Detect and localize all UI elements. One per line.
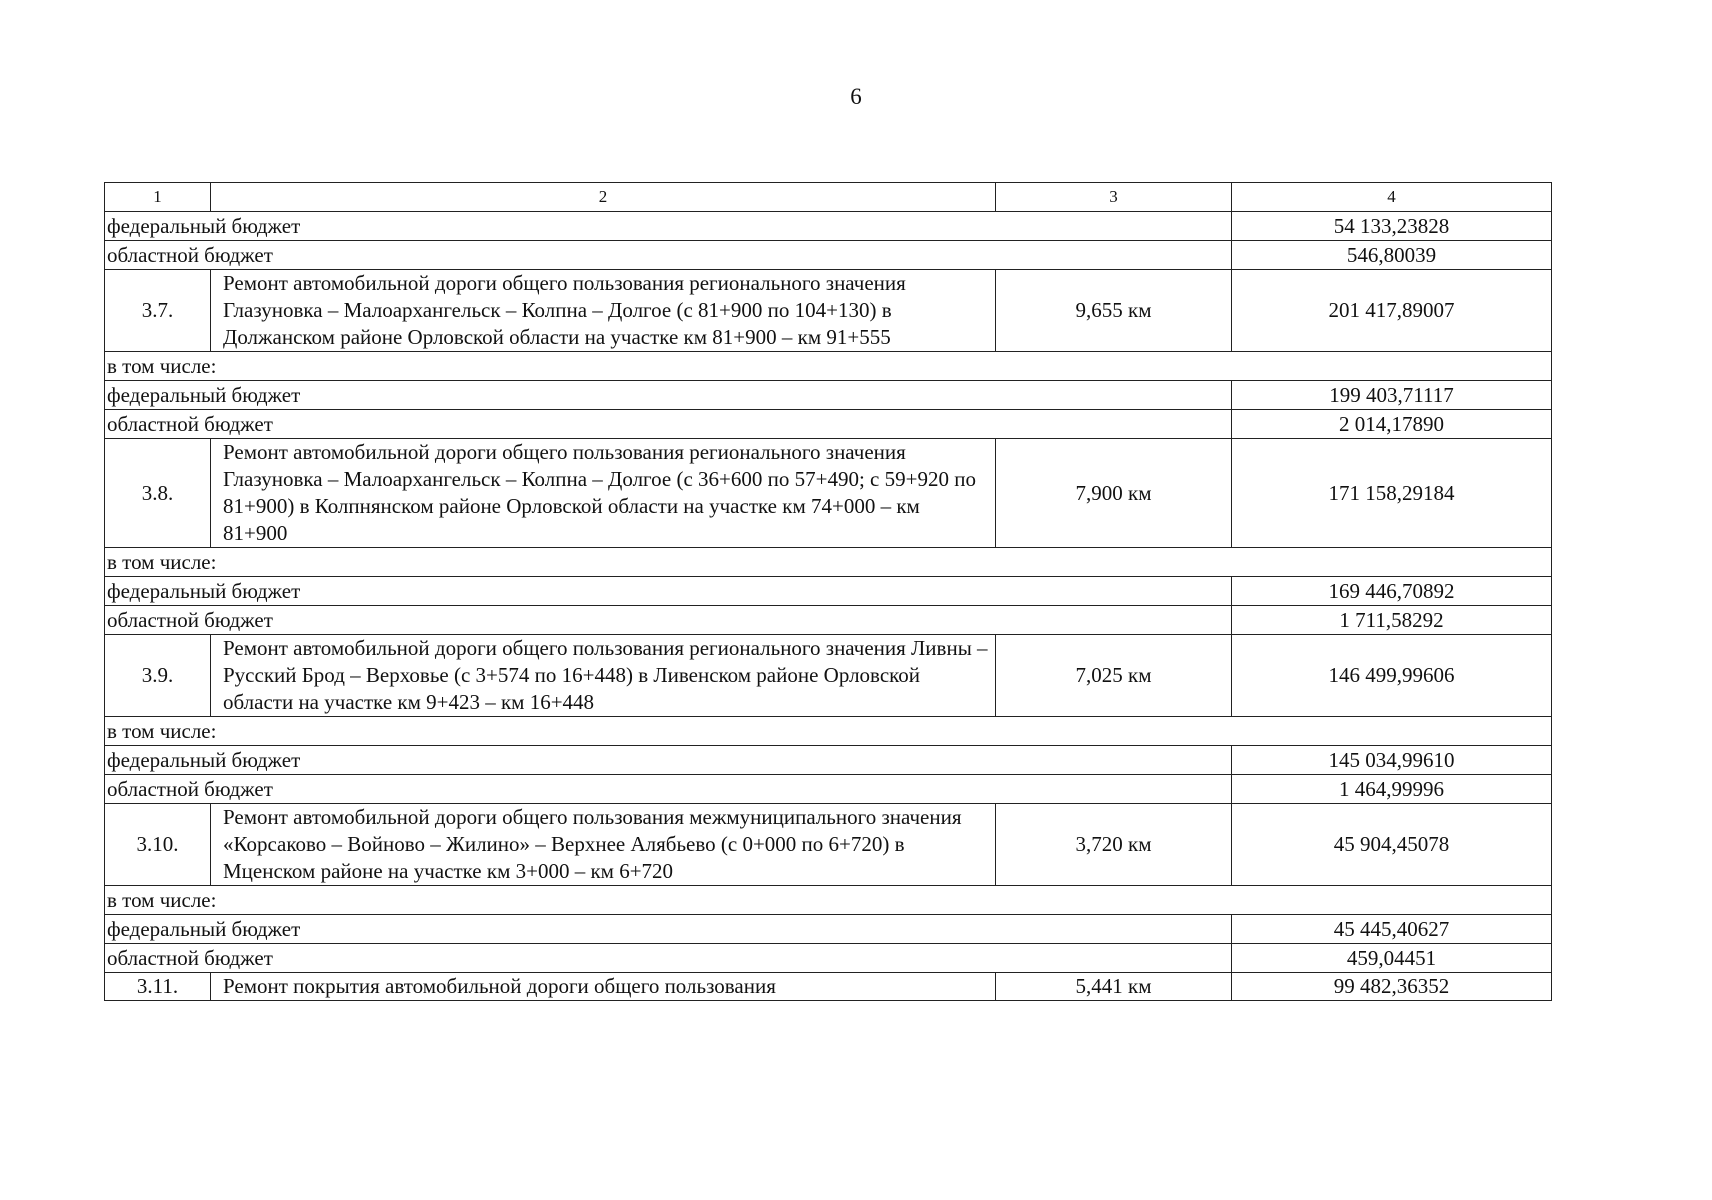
budget-source-row (105, 775, 1552, 804)
including-row (105, 548, 1552, 577)
budget-amount: 145 034,99610 (1232, 746, 1552, 775)
road-item-row (105, 804, 1552, 886)
road-repair-table (104, 182, 1552, 1001)
table-body (105, 183, 1552, 1001)
column-number-cell: 3 (996, 183, 1232, 212)
item-description: Ремонт автомобильной дороги общего пользования межмуниципального значения «Корсаково – Войново – Жилино» – Верхнее Алябьево (с 0+000 по 6+720) в Мценском районе на участке км 3+000 – км 6+720 (211, 804, 996, 886)
column-number-cell: 2 (211, 183, 996, 212)
item-number: 3.8. (105, 439, 211, 548)
including-label: в том числе: (105, 886, 1552, 915)
road-item-row (105, 635, 1552, 717)
budget-source-label: областной бюджет (105, 410, 1232, 439)
budget-amount: 459,04451 (1232, 944, 1552, 973)
page-number: 6 (850, 84, 862, 109)
budget-amount: 54 133,23828 (1232, 212, 1552, 241)
budget-source-label: федеральный бюджет (105, 212, 1232, 241)
including-row (105, 717, 1552, 746)
budget-source-label: областной бюджет (105, 241, 1232, 270)
budget-amount: 1 711,58292 (1232, 606, 1552, 635)
column-number-row (105, 183, 1552, 212)
budget-amount: 546,80039 (1232, 241, 1552, 270)
budget-source-row (105, 410, 1552, 439)
including-label: в том числе: (105, 548, 1552, 577)
budget-source-row (105, 241, 1552, 270)
budget-amount: 169 446,70892 (1232, 577, 1552, 606)
budget-source-label: федеральный бюджет (105, 915, 1232, 944)
budget-source-label: областной бюджет (105, 775, 1232, 804)
budget-source-label: федеральный бюджет (105, 577, 1232, 606)
item-description: Ремонт автомобильной дороги общего пользования регионального значения Глазуновка – Малоархангельск – Колпна – Долгое (с 36+600 по 57+490; с 59+920 по 81+900) в Колпнянском районе Орловской области на участке км 74+000 – км 81+900 (211, 439, 996, 548)
budget-source-row (105, 944, 1552, 973)
budget-source-row (105, 746, 1552, 775)
including-row (105, 886, 1552, 915)
including-label: в том числе: (105, 352, 1552, 381)
budget-source-label: областной бюджет (105, 944, 1232, 973)
item-number: 3.10. (105, 804, 211, 886)
item-length: 5,441 км (996, 973, 1232, 1001)
column-number-cell: 1 (105, 183, 211, 212)
including-row (105, 352, 1552, 381)
item-amount: 45 904,45078 (1232, 804, 1552, 886)
including-label: в том числе: (105, 717, 1552, 746)
item-number: 3.9. (105, 635, 211, 717)
budget-source-row (105, 381, 1552, 410)
item-amount: 146 499,99606 (1232, 635, 1552, 717)
road-item-row (105, 270, 1552, 352)
budget-source-label: областной бюджет (105, 606, 1232, 635)
item-description: Ремонт автомобильной дороги общего пользования регионального значения Глазуновка – Малоархангельск – Колпна – Долгое (с 81+900 по 104+130) в Должанском районе Орловской области на участке км 81+900 – км 91+555 (211, 270, 996, 352)
budget-amount: 45 445,40627 (1232, 915, 1552, 944)
budget-source-row (105, 212, 1552, 241)
item-length: 3,720 км (996, 804, 1232, 886)
item-amount: 201 417,89007 (1232, 270, 1552, 352)
budget-amount: 199 403,71117 (1232, 381, 1552, 410)
budget-source-label: федеральный бюджет (105, 746, 1232, 775)
item-description: Ремонт автомобильной дороги общего пользования регионального значения Ливны – Русский Брод – Верховье (с 3+574 по 16+448) в Ливенском районе Орловской области на участке км 9+423 – км 16+448 (211, 635, 996, 717)
road-item-row (105, 973, 1552, 1001)
item-length: 7,900 км (996, 439, 1232, 548)
budget-amount: 2 014,17890 (1232, 410, 1552, 439)
budget-source-row (105, 577, 1552, 606)
budget-source-label: федеральный бюджет (105, 381, 1232, 410)
budget-amount: 1 464,99996 (1232, 775, 1552, 804)
road-item-row (105, 439, 1552, 548)
item-length: 9,655 км (996, 270, 1232, 352)
item-amount: 99 482,36352 (1232, 973, 1552, 1001)
item-number: 3.11. (105, 973, 211, 1001)
item-length: 7,025 км (996, 635, 1232, 717)
column-number-cell: 4 (1232, 183, 1552, 212)
item-number: 3.7. (105, 270, 211, 352)
budget-source-row (105, 606, 1552, 635)
item-description: Ремонт покрытия автомобильной дороги общего пользования (211, 973, 996, 1001)
item-amount: 171 158,29184 (1232, 439, 1552, 548)
budget-source-row (105, 915, 1552, 944)
